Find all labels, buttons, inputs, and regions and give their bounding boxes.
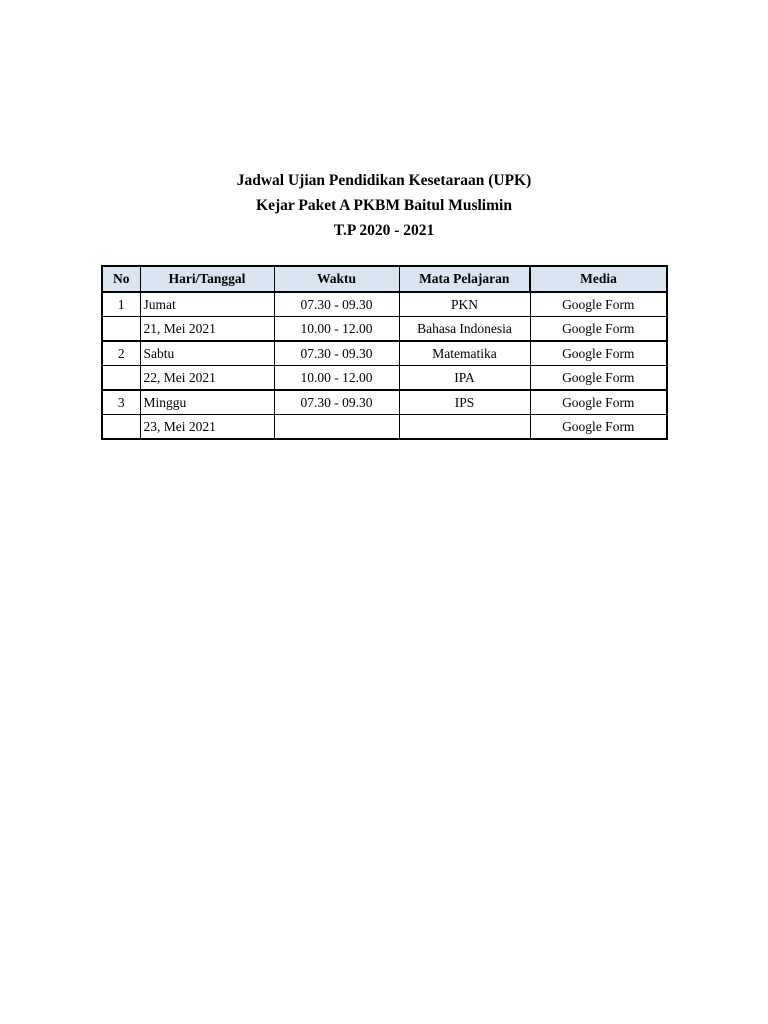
cell-no (102, 366, 140, 391)
header-media: Media (530, 266, 667, 292)
title-line-2: Kejar Paket A PKBM Baitul Muslimin (256, 197, 512, 214)
cell-hari-tanggal: 21, Mei 2021 (140, 317, 274, 342)
cell-mata-pelajaran: Matematika (399, 341, 530, 366)
cell-mata-pelajaran: PKN (399, 292, 530, 317)
cell-no: 2 (102, 341, 140, 366)
cell-mata-pelajaran: IPA (399, 366, 530, 391)
header-no: No (102, 266, 140, 292)
document-title (0, 168, 768, 243)
cell-hari-tanggal: 23, Mei 2021 (140, 415, 274, 440)
title-line-3: T.P 2020 - 2021 (333, 222, 435, 239)
cell-waktu: 10.00 - 12.00 (274, 366, 399, 391)
cell-hari-tanggal: Jumat (140, 292, 274, 317)
cell-no: 1 (102, 292, 140, 317)
cell-waktu: 07.30 - 09.30 (274, 341, 399, 366)
cell-media: Google Form (530, 415, 667, 440)
cell-hari-tanggal: 22, Mei 2021 (140, 366, 274, 391)
cell-waktu: 07.30 - 09.30 (274, 390, 399, 415)
cell-hari-tanggal: Minggu (140, 390, 274, 415)
cell-media: Google Form (530, 317, 667, 342)
cell-no (102, 415, 140, 440)
cell-media: Google Form (530, 341, 667, 366)
cell-mata-pelajaran (399, 415, 530, 440)
cell-media: Google Form (530, 390, 667, 415)
table-row (102, 292, 667, 317)
cell-waktu: 07.30 - 09.30 (274, 292, 399, 317)
cell-hari-tanggal: Sabtu (140, 341, 274, 366)
cell-media: Google Form (530, 292, 667, 317)
cell-waktu (274, 415, 399, 440)
cell-mata-pelajaran: IPS (399, 390, 530, 415)
table-row (102, 341, 667, 366)
table-header-row (102, 266, 667, 292)
table-row (102, 415, 667, 440)
cell-mata-pelajaran: Bahasa Indonesia (399, 317, 530, 342)
title-line-1: Jadwal Ujian Pendidikan Kesetaraan (UPK) (236, 172, 532, 189)
exam-schedule-table (101, 265, 668, 440)
cell-no: 3 (102, 390, 140, 415)
table-row (102, 366, 667, 391)
table-row (102, 390, 667, 415)
cell-no (102, 317, 140, 342)
cell-media: Google Form (530, 366, 667, 391)
header-waktu: Waktu (274, 266, 399, 292)
table-row (102, 317, 667, 342)
cell-waktu: 10.00 - 12.00 (274, 317, 399, 342)
header-mata-pelajaran: Mata Pelajaran (399, 266, 530, 292)
header-hari-tanggal: Hari/Tanggal (140, 266, 274, 292)
